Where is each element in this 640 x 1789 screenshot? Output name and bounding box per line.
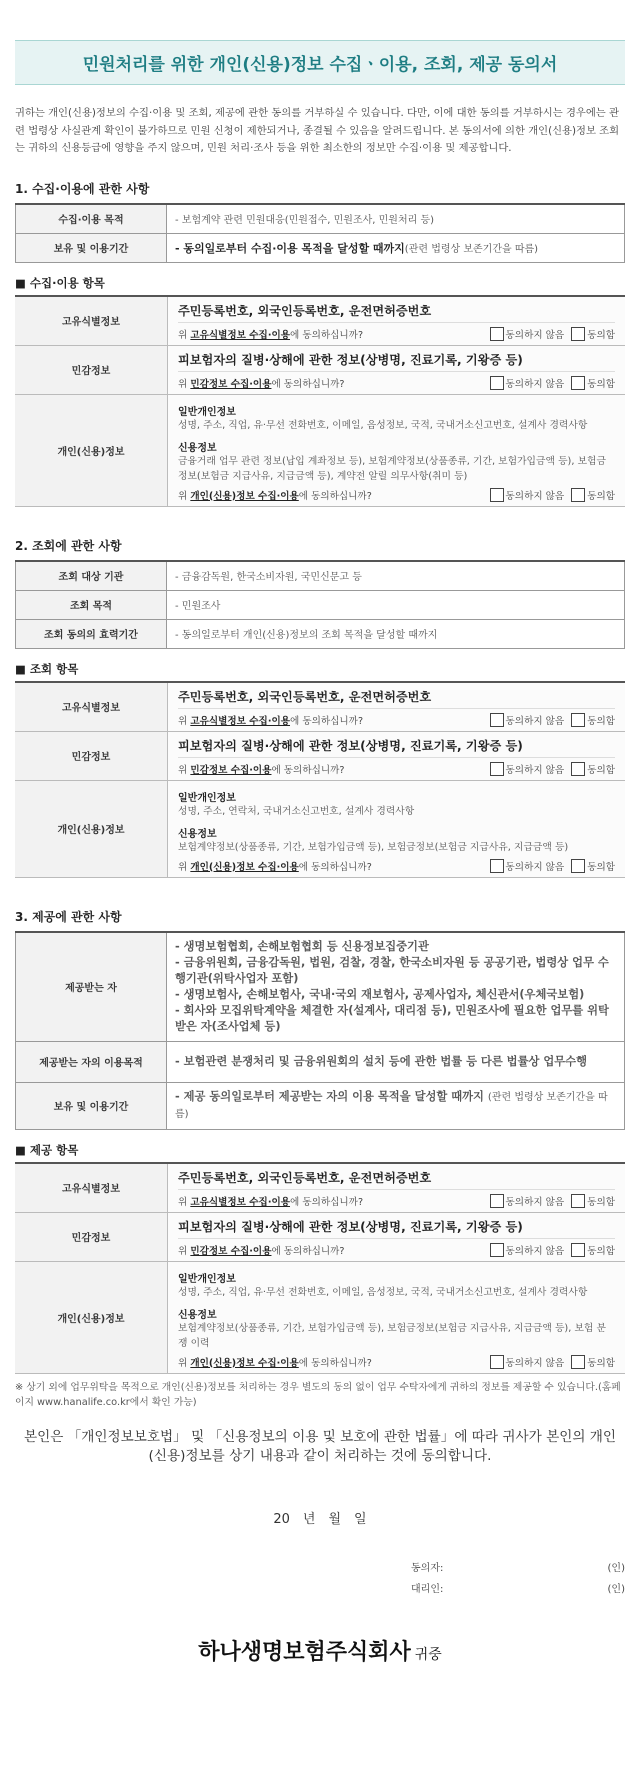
sensitive-items: 피보험자의 질병·상해에 관한 정보(상병명, 진료기록, 기왕증 등)	[178, 734, 615, 758]
ident-items: 주민등록번호, 외국인등록번호, 운전면허증번호	[178, 1166, 615, 1190]
purpose-label: 수집·이용 목적	[16, 204, 167, 234]
recipient-purpose-label: 제공받는 자의 이용목적	[16, 1041, 167, 1082]
consent-question: 위 민감정보 수집·이용에 동의하십니까? 동의하지 않음 동의함	[178, 372, 615, 394]
agree-checkbox[interactable]: 동의함	[571, 488, 615, 502]
inquiry-period-value: - 동의일로부터 개인(신용)정보의 조회 목적을 달성할 때까지	[167, 619, 625, 648]
credit-info-heading: 신용정보	[178, 1309, 217, 1321]
ident-label: 고유식별정보	[15, 296, 168, 346]
agent-row[interactable]: 대리인: (인)	[411, 1583, 625, 1595]
footnote: ※ 상기 외에 업무위탁을 목적으로 개인(신용)정보를 처리하는 경우 별도의 동의 없이 업무 수탁자에게 귀하의 정보를 제공할 수 있습니다.(홈페이지 www.hanalife.co.kr에서 확인 가능)	[15, 1381, 621, 1408]
disagree-checkbox[interactable]: 동의하지 않음	[490, 327, 565, 341]
general-info-heading: 일반개인정보	[178, 1273, 236, 1285]
inquiry-target-label: 조회 대상 기관	[16, 561, 167, 591]
purpose-value: - 보험계약 관련 민원대응(민원접수, 민원조사, 민원처리 등)	[167, 204, 625, 234]
recipients-label: 제공받는 자	[16, 932, 167, 1042]
company-name: 하나생명보험주식회사 귀중	[198, 1639, 442, 1665]
intro-text: 귀하는 개인(신용)정보의 수집·이용 및 조회, 제공에 관한 동의를 거부하실 수 있습니다. 다만, 이에 대한 동의를 거부하시는 경우에는 관련 법령상 사실관계 확인이 불가하므로 민원 신청이 제한되거나, 종결될 수 있음을 알려드립니다. 본 동의서에 의한 개인(신용)정보 조회는 귀하의 신용등급에 영향을 주지 않으며, 민원 처리·조사 등을 위한 최소한의 정보만 수집·이용 및 제공합니다.	[15, 107, 620, 154]
consent-form	[15, 0, 625, 1666]
agree-checkbox[interactable]: 동의함	[571, 1355, 615, 1369]
consent-question: 위 민감정보 수집·이용에 동의하십니까? 동의하지 않음 동의함	[178, 758, 615, 780]
consent-question: 위 개인(신용)정보 수집·이용에 동의하십니까? 동의하지 않음 동의함	[178, 855, 615, 877]
signer-row[interactable]: 동의자: (인)	[411, 1562, 625, 1574]
collection-table	[15, 203, 625, 263]
provision-period-label: 보유 및 이용기간	[16, 1082, 167, 1129]
disagree-checkbox[interactable]: 동의하지 않음	[490, 762, 565, 776]
personal-label: 개인(신용)정보	[15, 1261, 168, 1373]
section-3-items-heading: ■ 제공 항목	[15, 1142, 79, 1157]
disagree-checkbox[interactable]: 동의하지 않음	[490, 713, 565, 727]
consent-question: 위 고유식별정보 수집·이용에 동의하십니까? 동의하지 않음 동의함	[178, 1190, 615, 1212]
consent-statement: 본인은 「개인정보보호법」 및 「신용정보의 이용 및 보호에 관한 법률」에 따라 귀사가 본인의 개인(신용)정보를 상기 내용과 같이 처리하는 것에 동의합니다.	[23, 1428, 617, 1464]
credit-info-heading: 신용정보	[178, 442, 217, 454]
section-2-items-heading: ■ 조회 항목	[15, 661, 79, 676]
section-2-heading: 2. 조회에 관한 사항	[15, 538, 122, 553]
agree-checkbox[interactable]: 동의함	[571, 713, 615, 727]
section-1-heading: 1. 수집·이용에 관한 사항	[15, 181, 150, 196]
consent-question: 위 민감정보 수집·이용에 동의하십니까? 동의하지 않음 동의함	[178, 1239, 615, 1261]
signature-block	[15, 1559, 625, 1595]
general-info-items: 성명, 주소, 직업, 유·무선 전화번호, 이메일, 음성정보, 국적, 국내거소신고번호, 설계사 경력사항	[178, 419, 588, 431]
sensitive-label: 민감정보	[15, 1212, 168, 1261]
provision-table	[15, 931, 625, 1130]
ident-label: 고유식별정보	[15, 1163, 168, 1213]
consent-question: 위 고유식별정보 수집·이용에 동의하십니까? 동의하지 않음 동의함	[178, 709, 615, 731]
credit-info-items: 보험계약정보(상품종류, 기간, 보험가입금액 등), 보험금정보(보험금 지급사유, 지급금액 등), 보험 분쟁 이력	[178, 1322, 606, 1349]
inquiry-purpose-value: - 민원조사	[167, 590, 625, 619]
personal-label: 개인(신용)정보	[15, 394, 168, 506]
credit-info-heading: 신용정보	[178, 828, 217, 840]
provision-items-table	[15, 1162, 625, 1374]
inquiry-period-label: 조회 동의의 효력기간	[16, 619, 167, 648]
ident-label: 고유식별정보	[15, 682, 168, 732]
provision-period-value: - 제공 동의일로부터 제공받는 자의 이용 목적을 달성할 때까지 (관련 법령상 보존기간을 따름)	[167, 1082, 625, 1129]
disagree-checkbox[interactable]: 동의하지 않음	[490, 859, 565, 873]
recipient-item: - 금융위원회, 금융감독원, 법원, 검찰, 경찰, 한국소비자원 등 공공기관, 법령상 업무 수행기관(위탁사업자 포함)	[175, 955, 609, 985]
retention-value	[167, 233, 625, 262]
credit-info-items: 보험계약정보(상품종류, 기간, 보험가입금액 등), 보험금정보(보험금 지급사유, 지급금액 등)	[178, 841, 569, 853]
agree-checkbox[interactable]: 동의함	[571, 859, 615, 873]
general-info-heading: 일반개인정보	[178, 406, 236, 418]
agree-checkbox[interactable]: 동의함	[571, 376, 615, 390]
agree-checkbox[interactable]: 동의함	[571, 1194, 615, 1208]
general-info-items: 성명, 주소, 연락처, 국내거소신고번호, 설계사 경력사항	[178, 805, 415, 817]
sensitive-items: 피보험자의 질병·상해에 관한 정보(상병명, 진료기록, 기왕증 등)	[178, 1215, 615, 1239]
consent-question: 위 개인(신용)정보 수집·이용에 동의하십니까? 동의하지 않음 동의함	[178, 1351, 615, 1373]
inquiry-target-value: - 금융감독원, 한국소비자원, 국민신문고 등	[167, 561, 625, 591]
section-3-heading: 3. 제공에 관한 사항	[15, 909, 122, 924]
disagree-checkbox[interactable]: 동의하지 않음	[490, 1194, 565, 1208]
sensitive-label: 민감정보	[15, 731, 168, 780]
sensitive-items: 피보험자의 질병·상해에 관한 정보(상병명, 진료기록, 기왕증 등)	[178, 348, 615, 372]
consent-question: 위 고유식별정보 수집·이용에 동의하십니까? 동의하지 않음 동의함	[178, 323, 615, 345]
consent-question: 위 개인(신용)정보 수집·이용에 동의하십니까? 동의하지 않음 동의함	[178, 484, 615, 506]
ident-items: 주민등록번호, 외국인등록번호, 운전면허증번호	[178, 685, 615, 709]
agree-checkbox[interactable]: 동의함	[571, 327, 615, 341]
agree-checkbox[interactable]: 동의함	[571, 1243, 615, 1257]
recipient-item: - 회사와 모집위탁계약을 체결한 자(설계사, 대리점 등), 민원조사에 필요한 업무를 위탁 받은 자(조사업체 등)	[175, 1003, 609, 1033]
agree-checkbox[interactable]: 동의함	[571, 762, 615, 776]
inquiry-items-table	[15, 681, 625, 878]
recipient-item: - 생명보험사, 손해보험사, 국내·국외 재보험사, 공제사업자, 체신관서(우체국보험)	[175, 987, 585, 1001]
disagree-checkbox[interactable]: 동의하지 않음	[490, 376, 565, 390]
inquiry-table	[15, 560, 625, 649]
disagree-checkbox[interactable]: 동의하지 않음	[490, 488, 565, 502]
recipient-purpose-value: - 보험관련 분쟁처리 및 금융위원회의 설치 등에 관한 법률 등 다른 법률상 업무수행	[167, 1041, 625, 1082]
general-info-heading: 일반개인정보	[178, 792, 236, 804]
disagree-checkbox[interactable]: 동의하지 않음	[490, 1355, 565, 1369]
retention-bold: - 동의일로부터 수집·이용 목적을 달성할 때까지	[175, 241, 405, 255]
form-title: 민원처리를 위한 개인(신용)정보 수집ㆍ이용, 조회, 제공 동의서	[15, 40, 625, 85]
inquiry-purpose-label: 조회 목적	[16, 590, 167, 619]
general-info-items: 성명, 주소, 직업, 유·무선 전화번호, 이메일, 음성정보, 국적, 국내거소신고번호, 설계사 경력사항	[178, 1286, 588, 1298]
date-line[interactable]: 20 년 월 일	[273, 1511, 367, 1527]
disagree-checkbox[interactable]: 동의하지 않음	[490, 1243, 565, 1257]
collection-items-table	[15, 295, 625, 507]
personal-label: 개인(신용)정보	[15, 780, 168, 877]
recipient-item: - 생명보험협회, 손해보험협회 등 신용정보집중기관	[175, 939, 429, 953]
ident-items: 주민등록번호, 외국인등록번호, 운전면허증번호	[178, 299, 615, 323]
credit-info-items: 금융거래 업무 관련 정보(납입 계좌정보 등), 보험계약정보(상품종류, 기간, 보험가입금액 등), 보험금정보(보험금 지급사유, 지급금액 등), 계약전 알릴 의무사항(취미 등)	[178, 455, 606, 482]
section-1-items-heading: ■ 수집·이용 항목	[15, 275, 105, 290]
retention-note: (관련 법령상 보존기간을 따름)	[404, 243, 539, 255]
sensitive-label: 민감정보	[15, 345, 168, 394]
retention-label: 보유 및 이용기간	[16, 233, 167, 262]
recipients-list	[167, 932, 625, 1042]
